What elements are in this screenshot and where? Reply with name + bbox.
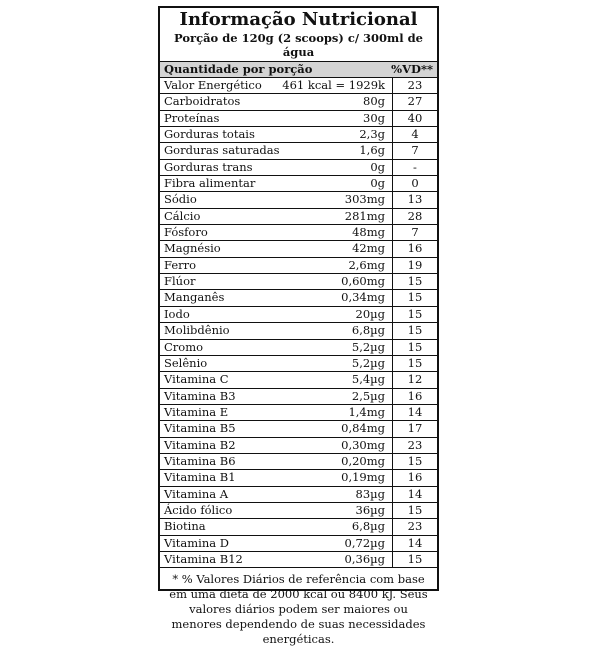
- table-row: [160, 94, 437, 110]
- nutrient-quantity: 461 kcal = 1929k: [282, 78, 385, 92]
- nutrient-quantity: 20µg: [355, 306, 385, 321]
- nutrient-quantity: 303mg: [344, 192, 385, 207]
- table-row: [160, 241, 437, 257]
- nutrient-vd: 40: [407, 110, 423, 125]
- nutrient-vd: 4: [411, 127, 419, 142]
- nutrient-quantity: 5,2µg: [351, 355, 385, 370]
- table-row: [160, 470, 437, 486]
- table-row: [160, 78, 437, 94]
- nutrient-name: Ferro: [164, 257, 197, 272]
- table-row: [160, 405, 437, 421]
- nutrient-quantity: 2,3g: [359, 127, 385, 142]
- nutrient-name: Molibdênio: [164, 323, 230, 338]
- nutrient-vd: 23: [407, 519, 423, 534]
- nutrient-quantity: 0g: [370, 176, 385, 191]
- nutrient-name: Vitamina E: [164, 404, 229, 419]
- nutrient-name: Vitamina B12: [164, 551, 243, 566]
- nutrient-vd: -: [413, 159, 417, 174]
- nutrient-vd: 15: [407, 323, 423, 338]
- nutrient-vd: 14: [407, 404, 423, 419]
- nutrient-quantity: 1,4mg: [348, 404, 385, 419]
- table-row: [160, 290, 437, 306]
- table-row: [160, 372, 437, 388]
- nutrient-name: Gorduras trans: [164, 159, 253, 174]
- nutrient-vd: 15: [407, 290, 423, 305]
- nutrient-quantity: 0,30mg: [341, 437, 385, 452]
- header-quantity: Quantidade por porção: [164, 62, 313, 76]
- table-row: [160, 503, 437, 519]
- label-title: Informação Nutricional: [179, 9, 418, 30]
- nutrient-name: Vitamina B5: [164, 421, 236, 436]
- nutrient-quantity: 0,60mg: [341, 274, 385, 289]
- nutrient-vd: 17: [407, 421, 423, 436]
- nutrient-vd: 15: [407, 274, 423, 289]
- nutrient-name: Valor Energético: [164, 78, 262, 92]
- nutrient-name: Vitamina A: [164, 486, 229, 501]
- nutrient-vd: 13: [407, 192, 423, 207]
- nutrient-name: Cálcio: [164, 208, 201, 223]
- nutrient-quantity: 80g: [363, 94, 385, 109]
- nutrient-vd: 15: [407, 453, 423, 468]
- nutrient-quantity: 5,2µg: [351, 339, 385, 354]
- table-row: [160, 192, 437, 208]
- nutrient-name: Proteínas: [164, 110, 220, 125]
- nutrient-name: Vitamina C: [164, 372, 229, 387]
- nutrient-name: Vitamina B3: [164, 388, 236, 403]
- nutrient-vd: 28: [407, 208, 423, 223]
- nutrient-name: Vitamina B6: [164, 453, 236, 468]
- nutrient-name: Vitamina D: [164, 535, 229, 550]
- nutrient-name: Vitamina B1: [164, 470, 236, 485]
- nutrient-name: Carboidratos: [164, 94, 241, 109]
- nutrient-vd: 16: [407, 470, 423, 485]
- table-row: [160, 323, 437, 339]
- nutrient-name: Selênio: [164, 355, 208, 370]
- nutrient-vd: 15: [407, 306, 423, 321]
- nutrient-vd: 27: [407, 94, 423, 109]
- nutrient-quantity: 2,6mg: [348, 257, 385, 272]
- nutrient-table: [160, 78, 437, 568]
- nutrient-quantity: 83µg: [355, 486, 385, 501]
- table-row: [160, 274, 437, 290]
- nutrient-name: Sódio: [164, 192, 197, 207]
- nutrient-vd: 23: [407, 437, 423, 452]
- nutrient-vd: 23: [407, 78, 423, 92]
- table-row: [160, 160, 437, 176]
- nutrient-vd: 7: [411, 143, 419, 158]
- nutrient-quantity: 1,6g: [359, 143, 385, 158]
- table-row: [160, 356, 437, 372]
- table-row: [160, 307, 437, 323]
- nutrient-quantity: 48mg: [352, 225, 385, 240]
- nutrient-name: Magnésio: [164, 241, 221, 256]
- nutrition-facts-label: [158, 6, 439, 647]
- header-vd: %VD**: [391, 62, 433, 76]
- nutrient-quantity: 2,5µg: [351, 388, 385, 403]
- nutrient-quantity: 5,4µg: [351, 372, 385, 387]
- nutrient-name: Biotina: [164, 519, 206, 534]
- nutrient-name: Iodo: [164, 306, 190, 321]
- nutrient-vd: 19: [407, 257, 423, 272]
- nutrient-name: Gorduras saturadas: [164, 143, 280, 158]
- table-header: [160, 61, 437, 78]
- nutrient-name: Manganês: [164, 290, 225, 305]
- table-row: [160, 209, 437, 225]
- table-row: [160, 487, 437, 503]
- nutrient-name: Fibra alimentar: [164, 176, 256, 191]
- nutrient-quantity: 6,8µg: [351, 519, 385, 534]
- table-row: [160, 552, 437, 568]
- nutrient-quantity: 281mg: [344, 208, 385, 223]
- nutrient-name: Cromo: [164, 339, 204, 354]
- nutrient-quantity: 0g: [370, 159, 385, 174]
- table-row: [160, 340, 437, 356]
- nutrient-quantity: 42mg: [352, 241, 385, 256]
- nutrient-quantity: 0,36µg: [344, 551, 385, 566]
- table-row: [160, 421, 437, 437]
- nutrient-vd: 0: [411, 176, 419, 191]
- table-row: [160, 111, 437, 127]
- nutrient-quantity: 0,84mg: [341, 421, 385, 436]
- nutrient-vd: 15: [407, 355, 423, 370]
- nutrient-vd: 15: [407, 339, 423, 354]
- nutrient-name: Flúor: [164, 274, 196, 289]
- nutrient-vd: 12: [407, 372, 423, 387]
- serving-size: Porção de 120g (2 scoops) c/ 300ml de água: [174, 31, 423, 59]
- table-row: [160, 519, 437, 535]
- nutrient-vd: 14: [407, 535, 423, 550]
- table-row: [160, 438, 437, 454]
- nutrient-vd: 16: [407, 388, 423, 403]
- nutrient-name: Ácido fólico: [164, 502, 233, 517]
- table-row: [160, 127, 437, 143]
- nutrient-vd: 15: [407, 502, 423, 517]
- nutrient-quantity: 36µg: [355, 502, 385, 517]
- nutrient-quantity: 0,72µg: [344, 535, 385, 550]
- table-row: [160, 536, 437, 552]
- nutrient-vd: 15: [407, 551, 423, 566]
- table-row: [160, 225, 437, 241]
- nutrient-vd: 16: [407, 241, 423, 256]
- nutrient-quantity: 0,20mg: [341, 453, 385, 468]
- nutrient-vd: 7: [411, 225, 419, 240]
- nutrient-name: Fósforo: [164, 225, 208, 240]
- nutrient-name: Gorduras totais: [164, 127, 255, 142]
- nutrient-quantity: 0,34mg: [341, 290, 385, 305]
- nutrient-vd: 14: [407, 486, 423, 501]
- nutrient-quantity: 0,19mg: [341, 470, 385, 485]
- nutrient-name: Vitamina B2: [164, 437, 236, 452]
- nutrient-quantity: 30g: [363, 110, 385, 125]
- nutrient-quantity: 6,8µg: [351, 323, 385, 338]
- footnote: * % Valores Diários de referência com base em uma dieta de 2000 kcal ou 8400 kJ. Seus valores diários podem ser maiores ou menores dependendo de suas necessidades energéticas.: [169, 572, 428, 647]
- table-row: [160, 143, 437, 159]
- table-row: [160, 389, 437, 405]
- table-row: [160, 176, 437, 192]
- table-row: [160, 258, 437, 274]
- table-row: [160, 454, 437, 470]
